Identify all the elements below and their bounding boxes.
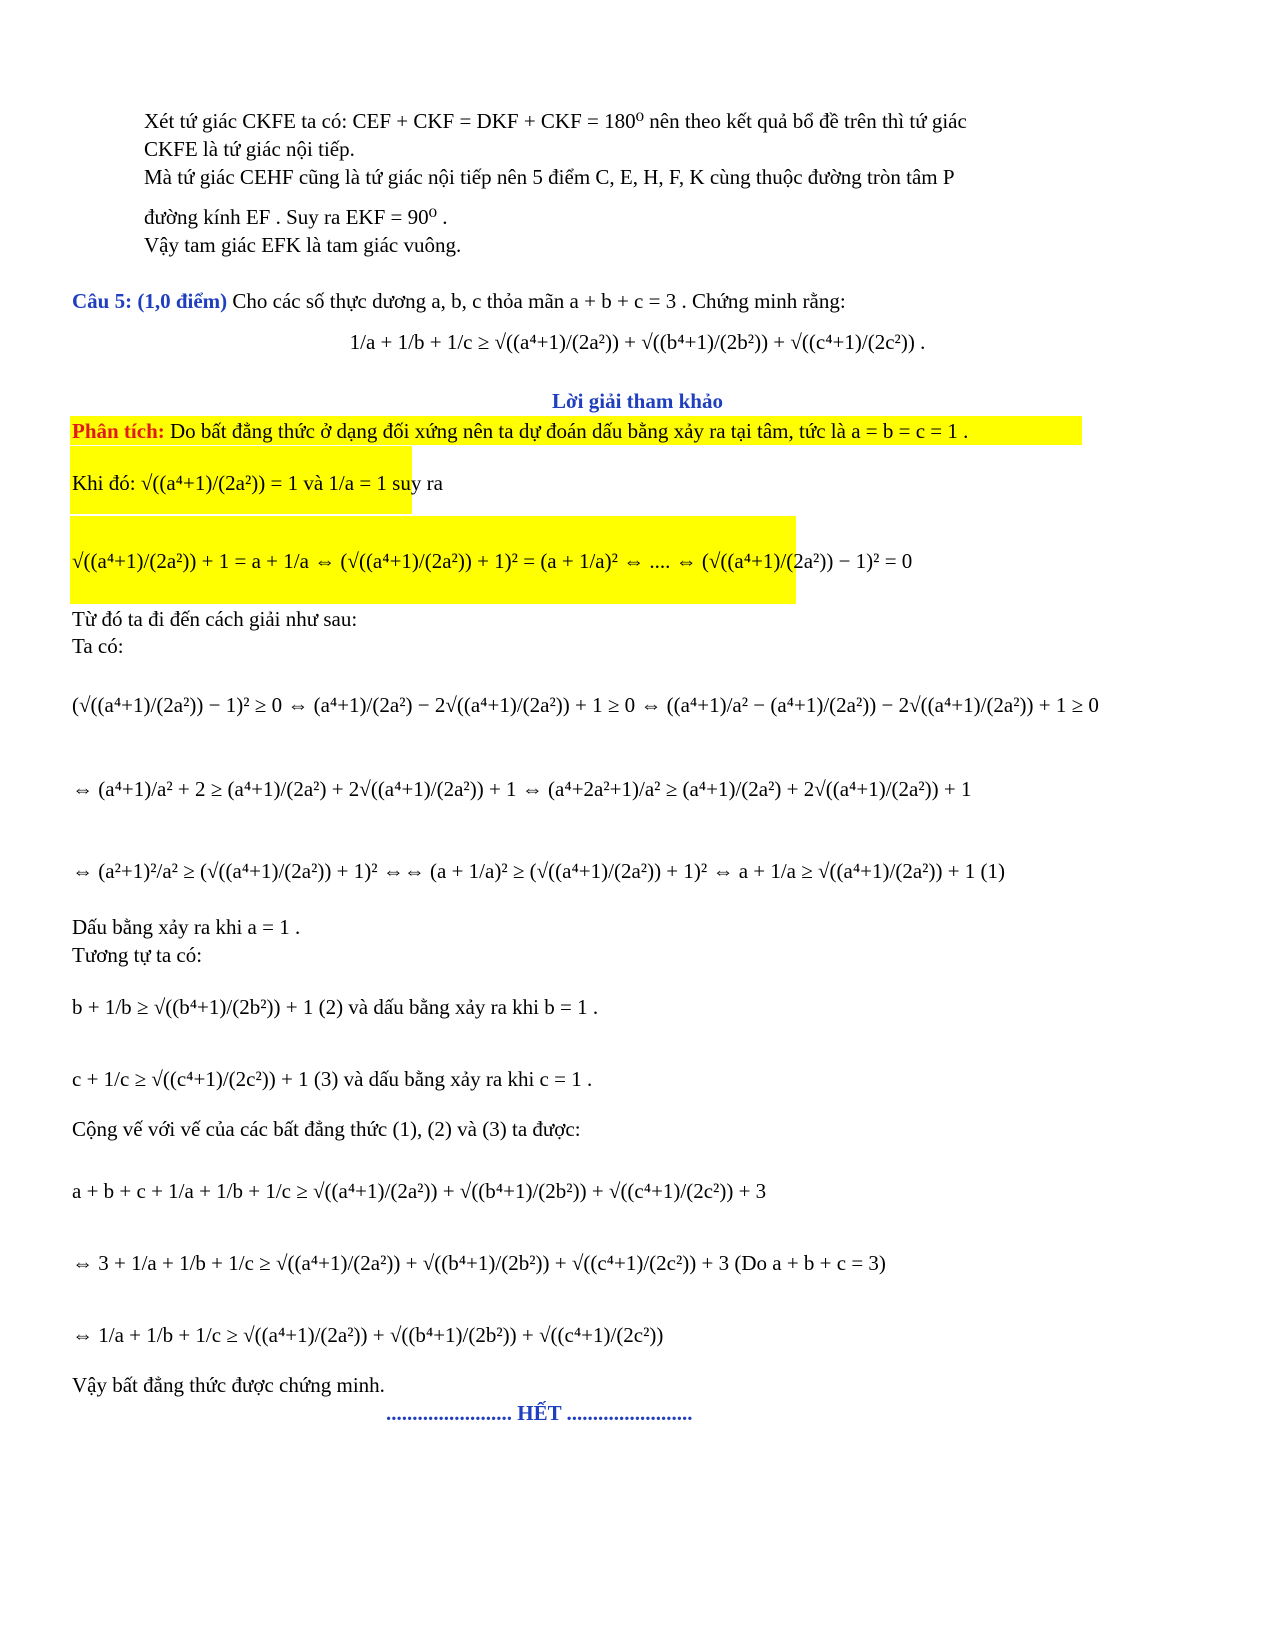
question-inequality: 1/a + 1/b + 1/c ≥ √((a⁴+1)/(2a²)) + √((b⁴+1)/(2b²)) + √((c⁴+1)/(2c²)) . [349, 330, 926, 354]
khi-do-line: Khi đó: √((a⁴+1)/(2a²)) = 1 và 1/a = 1 suy ra [72, 471, 443, 495]
question-text: Cho các số thực dương a, b, c thỏa mãn a + b + c = 3 . Chứng minh rằng: [227, 289, 846, 313]
solution-heading: Lời giải tham khảo [552, 389, 723, 413]
proof-line-2: CKFE là tứ giác nội tiếp. [144, 137, 355, 161]
proof-line-5: Vậy tam giác EFK là tam giác vuông. [144, 233, 462, 257]
inequality-c: c + 1/c ≥ √((c⁴+1)/(2c²)) + 1 (3) và dấu bằng xảy ra khi c = 1 . [72, 1067, 593, 1091]
inequality-b: b + 1/b ≥ √((b⁴+1)/(2b²)) + 1 (2) và dấu bằng xảy ra khi b = 1 . [72, 995, 599, 1019]
step-2: ⇔ (a⁴+1)/a² + 2 ≥ (a⁴+1)/(2a²) + 2√((a⁴+1)/(2a²)) + 1 ⇔ (a⁴+2a²+1)/a² ≥ (a⁴+1)/(2a²) + 2√((a⁴+1)/(2a²)) + 1 [72, 777, 972, 801]
add-up: Cộng vế với vế của các bất đẳng thức (1), (2) và (3) ta được: [72, 1117, 581, 1141]
proof-line-4: đường kính EF . Suy ra EKF = 90⁰ . [144, 205, 448, 229]
analysis [72, 418, 968, 444]
sum-3: ⇔ 1/a + 1/b + 1/c ≥ √((a⁴+1)/(2a²)) + √((b⁴+1)/(2b²)) + √((c⁴+1)/(2c²)) [72, 1323, 664, 1347]
end-marker: ........................ HẾT ........................ [386, 1401, 693, 1425]
sum-2: ⇔ 3 + 1/a + 1/b + 1/c ≥ √((a⁴+1)/(2a²)) + √((b⁴+1)/(2b²)) + √((c⁴+1)/(2c²)) + 3 (Do a + b + c = 3) [72, 1251, 886, 1275]
ta-co: Ta có: [72, 634, 124, 658]
conclusion: Vậy bất đẳng thức được chứng minh. [72, 1373, 385, 1397]
analysis-text: Do bất đẳng thức ở dạng đối xứng nên ta dự đoán dấu bằng xảy ra tại tâm, tức là a = b = c = 1 . [164, 419, 969, 443]
sum-1: a + b + c + 1/a + 1/b + 1/c ≥ √((a⁴+1)/(2a²)) + √((b⁴+1)/(2b²)) + √((c⁴+1)/(2c²)) + 3 [72, 1179, 767, 1203]
analysis-label: Phân tích: [72, 419, 165, 443]
step-1: (√((a⁴+1)/(2a²)) − 1)² ≥ 0 ⇔ (a⁴+1)/(2a²) − 2√((a⁴+1)/(2a²)) + 1 ≥ 0 ⇔ ((a⁴+1)/a² − (a⁴+1)/(2a²)) − 2√((a⁴+1)/(2a²)) + 1 ≥ 0 [72, 693, 1099, 717]
analysis-equation: √((a⁴+1)/(2a²)) + 1 = a + 1/a ⇔ (√((a⁴+1)/(2a²)) + 1)² = (a + 1/a)² ⇔ .... ⇔ (√((a⁴+1)/(2a²)) − 1)² = 0 [72, 549, 913, 573]
question-5 [72, 288, 846, 314]
from-that: Từ đó ta đi đến cách giải như sau: [72, 607, 358, 631]
proof-line-3: Mà tứ giác CEHF cũng là tứ giác nội tiếp nên 5 điểm C, E, H, F, K cùng thuộc đường tròn tâm P [144, 165, 955, 189]
equality-a: Dấu bằng xảy ra khi a = 1 . [72, 915, 301, 939]
question-label: Câu 5: (1,0 điểm) [72, 289, 228, 313]
proof-line-1: Xét tứ giác CKFE ta có: CEF + CKF = DKF + CKF = 180⁰ nên theo kết quả bổ đề trên thì tứ giác [144, 109, 967, 133]
similarly: Tương tự ta có: [72, 943, 203, 967]
step-3: ⇔ (a²+1)²/a² ≥ (√((a⁴+1)/(2a²)) + 1)² ⇔⇔ (a + 1/a)² ≥ (√((a⁴+1)/(2a²)) + 1)² ⇔ a + 1/a ≥ √((a⁴+1)/(2a²)) + 1 (1) [72, 859, 1006, 883]
